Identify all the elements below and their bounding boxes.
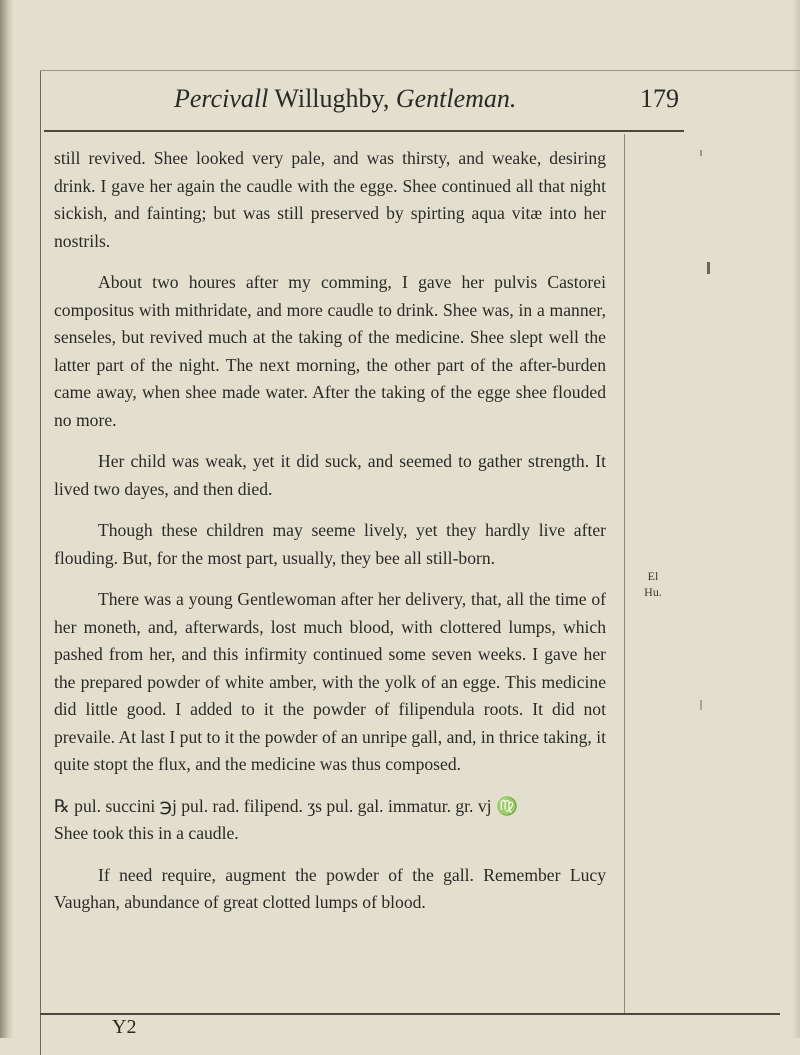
paper-speck xyxy=(700,700,702,710)
paragraph-4: Though these children may seeme lively, yet they hardly live after flouding. But, for the most part, usually, they bee all still-born. xyxy=(54,520,606,568)
margin-note-line-1: El xyxy=(647,569,659,583)
recipe-formula: ℞ pul. succini ℈j pul. rad. filipend. ʒs pul. gal. immatur. gr. vj ♍ xyxy=(54,795,518,816)
page-number: 179 xyxy=(640,84,679,113)
paragraph-2: About two houres after my comming, I gave her pulvis Castorei compositus with mithridate, and more caudle to drink. Shee was, in a manner, senseles, but revived much at the taking of the medicine. Shee slept well the latter part of the night. The next morning, the other part of the after-burden came away, when shee made water. After the taking of the egge shee flouded no more. xyxy=(54,272,606,430)
frame-top-border xyxy=(40,70,800,71)
paper-speck xyxy=(707,262,710,274)
signature-mark: Y2 xyxy=(112,1016,137,1038)
header-rule xyxy=(44,130,684,132)
margin-note-line-2: Hu. xyxy=(644,585,662,599)
frame-left-border xyxy=(40,70,41,1055)
recipe xyxy=(54,793,606,848)
bottom-rule xyxy=(40,1013,780,1015)
paper-speck xyxy=(700,150,702,156)
closing-paragraph: If need require, augment the powder of the gall. Remember Lucy Vaughan, abundance of great clotted lumps of blood. xyxy=(54,864,606,912)
running-title-rank: Gentleman. xyxy=(395,84,517,113)
recipe-instruction: Shee took this in a caudle. xyxy=(54,823,239,843)
running-title-surname: Willughby, xyxy=(268,84,396,113)
paragraph-5: There was a young Gentlewoman after her delivery, that, all the time of her moneth, and, afterwards, lost much blood, with clottered lumps, which pashed from her, and this infirmity continued some seven weeks. I gave her the prepared powder of white amber, with the yolk of an egge. This medicine did little good. I added to it the powder of filipendula roots. It did not prevaile. At last I put to it the powder of an unripe gall, and, in thrice taking, it quite stopt the flux, and the medicine was thus composed. xyxy=(54,589,606,774)
paragraph-3: Her child was weak, yet it did suck, and seemed to gather strength. It lived two dayes, and then died. xyxy=(54,451,606,499)
margin-column-rule xyxy=(624,134,625,1014)
page-gutter-shadow xyxy=(0,0,14,1038)
paragraph-1: still revived. Shee looked very pale, and was thirsty, and weake, desiring drink. I gave her again the caudle with the egge. Shee continued all that night sickish, and fainting; but was still preserved by spirting aqua vitæ into her nostrils. xyxy=(54,148,606,251)
margin-note xyxy=(640,568,666,600)
body-text xyxy=(54,145,606,931)
running-title xyxy=(174,84,516,114)
running-title-name: Percivall xyxy=(174,84,269,113)
page-right-edge xyxy=(792,0,800,1038)
page-header xyxy=(40,82,680,122)
